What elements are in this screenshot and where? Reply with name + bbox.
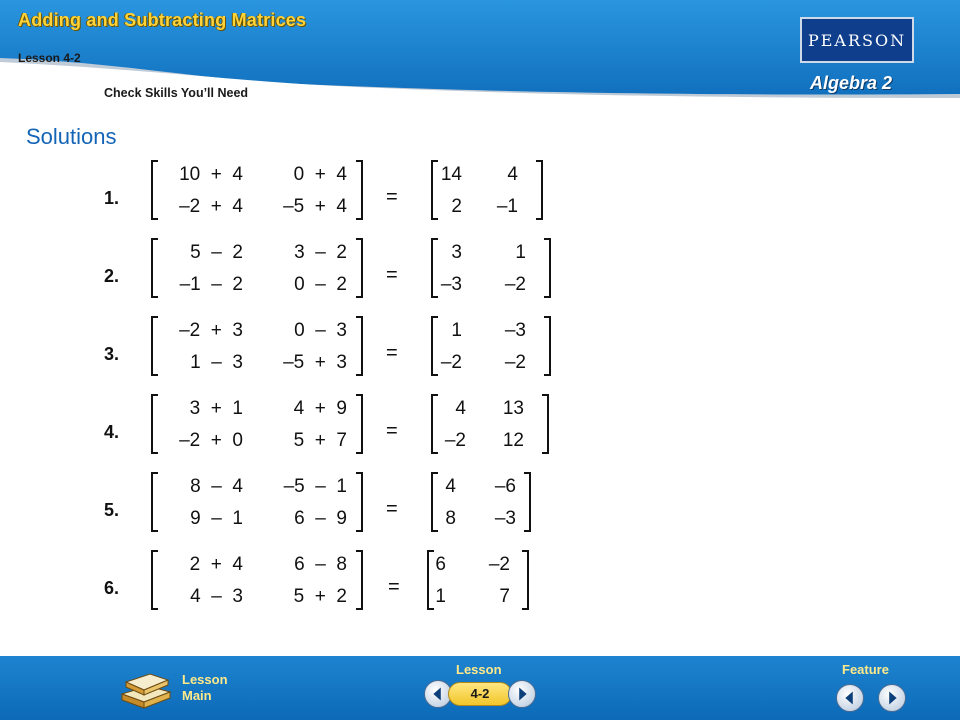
matrix-cell: 3 – 2 [294, 242, 347, 263]
matrix-bracket-right [354, 394, 364, 454]
result-bracket-right [522, 472, 532, 532]
result-cell: 1 [435, 586, 446, 607]
matrix-cell: –5 – 1 [283, 476, 347, 497]
result-bracket-right [542, 238, 552, 298]
lesson-nav-label: Lesson [456, 662, 502, 677]
result-bracket-right [534, 160, 544, 220]
problem-number: 1. [104, 188, 120, 208]
matrix-cell: 8 – 4 [190, 476, 243, 497]
matrix-cell: 3 + 1 [189, 398, 243, 419]
matrix-cell: –2 + 3 [179, 320, 243, 341]
matrix-cell: 5 + 7 [293, 430, 347, 451]
matrix-cell: 4 + 9 [293, 398, 347, 419]
matrix-cell: 6 – 9 [294, 508, 347, 529]
result-cell: 1 [451, 320, 462, 341]
matrix-cell: 6 – 8 [294, 554, 347, 575]
matrix-bracket-left [150, 394, 160, 454]
equals-sign: = [388, 576, 400, 598]
lesson-main-label-2[interactable]: Main [182, 688, 212, 703]
result-bracket-left [430, 160, 440, 220]
matrix-bracket-right [354, 316, 364, 376]
result-cell: 4 [445, 476, 456, 497]
result-cell: 8 [445, 508, 456, 529]
feature-nav-label: Feature [842, 662, 889, 677]
result-bracket-left [430, 238, 440, 298]
matrix-bracket-left [150, 316, 160, 376]
pearson-logo: PEARSON [800, 17, 914, 63]
matrix-cell: 5 – 2 [190, 242, 243, 263]
result-cell: –3 [504, 320, 526, 341]
result-cell: 4 [455, 398, 466, 419]
result-cell: –3 [494, 508, 516, 529]
lesson-next-button[interactable] [508, 680, 536, 708]
result-bracket-right [520, 550, 530, 610]
problem-number: 6. [104, 578, 120, 598]
matrix-cell: 0 + 4 [293, 164, 347, 185]
matrix-cell: 0 – 2 [294, 274, 347, 295]
lesson-page-indicator: 4-2 [448, 682, 512, 706]
matrix-cell: –5 + 4 [283, 196, 347, 217]
result-cell: 4 [507, 164, 518, 185]
result-cell: –2 [504, 352, 526, 373]
matrix-bracket-left [150, 238, 160, 298]
matrix-cell: 0 – 3 [294, 320, 347, 341]
result-cell: 1 [515, 242, 526, 263]
result-bracket-left [430, 394, 440, 454]
result-cell: 13 [502, 398, 524, 419]
matrix-bracket-right [354, 550, 364, 610]
equals-sign: = [386, 264, 398, 286]
section-label: Check Skills You’ll Need [104, 86, 249, 100]
matrix-cell: 2 + 4 [189, 554, 243, 575]
result-bracket-left [430, 316, 440, 376]
result-bracket-right [540, 394, 550, 454]
result-cell: –6 [494, 476, 516, 497]
matrix-bracket-left [150, 472, 160, 532]
matrix-bracket-right [354, 472, 364, 532]
result-cell: 7 [499, 586, 510, 607]
result-bracket-left [430, 472, 440, 532]
result-cell: –2 [504, 274, 526, 295]
header-banner [0, 0, 960, 112]
result-cell: 12 [502, 430, 524, 451]
matrix-bracket-right [354, 238, 364, 298]
matrix-cell: 9 – 1 [190, 508, 243, 529]
lesson-number: Lesson 4-2 [18, 51, 81, 65]
feature-next-button[interactable] [878, 684, 906, 712]
problem-number: 5. [104, 500, 120, 520]
lesson-main-label-1[interactable]: Lesson [182, 672, 228, 687]
result-cell: –3 [440, 274, 462, 295]
problem-number: 2. [104, 266, 120, 286]
matrix-cell: –2 + 4 [179, 196, 243, 217]
result-bracket-right [542, 316, 552, 376]
equals-sign: = [386, 420, 398, 442]
result-cell: –2 [488, 554, 510, 575]
next-arrow-icon [509, 681, 535, 707]
matrix-cell: –2 + 0 [179, 430, 243, 451]
result-cell: –2 [444, 430, 466, 451]
problem-number: 4. [104, 422, 120, 442]
solutions-heading: Solutions [26, 124, 117, 149]
matrix-bracket-left [150, 160, 160, 220]
result-cell: 6 [435, 554, 446, 575]
problem-number: 3. [104, 344, 120, 364]
matrix-cell: –5 + 3 [283, 352, 347, 373]
matrix-cell: –1 – 2 [179, 274, 243, 295]
result-cell: 2 [451, 196, 462, 217]
next-arrow-icon [879, 685, 905, 711]
books-icon[interactable] [118, 668, 174, 710]
result-cell: –2 [440, 352, 462, 373]
matrix-bracket-left [150, 550, 160, 610]
prev-arrow-icon [837, 685, 863, 711]
matrix-cell: 5 + 2 [293, 586, 347, 607]
matrix-cell: 4 – 3 [190, 586, 243, 607]
equals-sign: = [386, 498, 398, 520]
matrix-bracket-right [354, 160, 364, 220]
matrix-cell: 10 + 4 [179, 164, 243, 185]
equals-sign: = [386, 342, 398, 364]
result-cell: 14 [440, 164, 462, 185]
matrix-cell: 1 – 3 [190, 352, 243, 373]
equals-sign: = [386, 186, 398, 208]
course-name: Algebra 2 [810, 73, 893, 93]
result-cell: 3 [451, 242, 462, 263]
feature-prev-button[interactable] [836, 684, 864, 712]
lesson-title: Adding and Subtracting Matrices [18, 10, 307, 30]
result-cell: –1 [496, 196, 518, 217]
